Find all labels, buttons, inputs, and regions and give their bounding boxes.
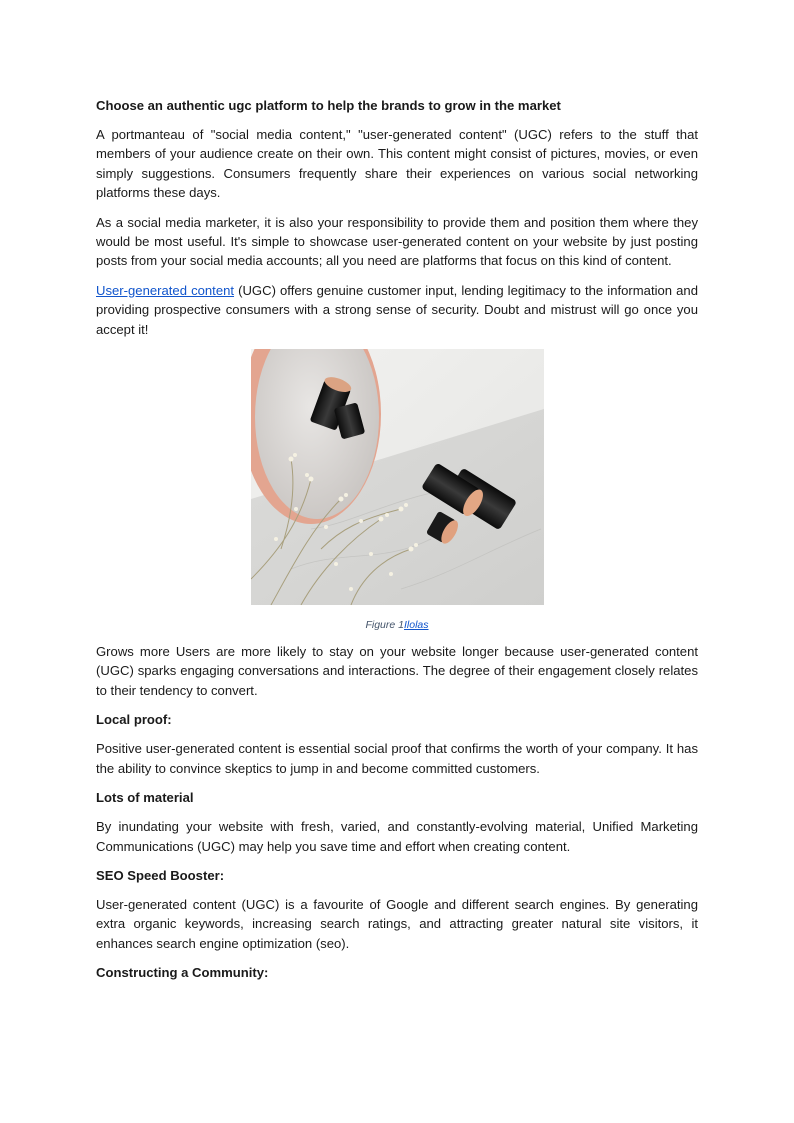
ugc-link[interactable]: User-generated content <box>96 282 235 298</box>
heading-local-proof: Local proof: <box>96 712 172 728</box>
document-title: Choose an authentic ugc platform to help the brands to grow in the market <box>96 98 561 113</box>
heading-lots-of-material: Lots of material <box>96 790 194 806</box>
heading-seo-speed-booster: SEO Speed Booster: <box>96 867 225 883</box>
document-page <box>96 96 698 992</box>
figure-caption-link[interactable]: Ilolas <box>404 619 429 632</box>
figure-caption <box>365 618 428 632</box>
paragraph-engagement: Grows more Users are more likely to stay on your website longer because user-generated content (UGC) sparks engaging conversations and interactions. The degree of their engagement closely relates to their tendency to convert. <box>96 644 698 698</box>
paragraph-ugc-definition: A portmanteau of "social media content," "user-generated content" (UGC) refers to the stuff that members of your audience create on their own. This content might consist of pictures, movies, or even simply suggestions. Consumers frequently share their experiences on various social networking platforms these days. <box>96 127 698 201</box>
heading-constructing-community: Constructing a Community: <box>96 965 269 981</box>
figure-caption-label: Figure 1 <box>365 619 404 632</box>
paragraph-social-proof: Positive user-generated content is essential social proof that confirms the worth of your company. It has the ability to convince skeptics to jump in and become committed customers. <box>96 741 698 776</box>
paragraph-ugc-benefits <box>96 281 698 339</box>
paragraph-ugc-benefits-text: (UGC) offers genuine customer input, lending legitimacy to the information and providing prospective consumers with a strong sense of security. Doubt and mistrust will go once you accept it! <box>96 282 698 337</box>
product-photo <box>251 349 544 605</box>
paragraph-material: By inundating your website with fresh, varied, and constantly-evolving material, Unified Marketing Communications (UGC) may help you save time and effort when creating content. <box>96 819 698 854</box>
figure <box>96 349 698 632</box>
paragraph-seo: User-generated content (UGC) is a favourite of Google and different search engines. By generating extra organic keywords, increasing search ratings, and attracting greater natural site visitors, it enhances search engine optimization (seo). <box>96 896 698 951</box>
paragraph-marketer-responsibility: As a social media marketer, it is also your responsibility to provide them and position them where they would be most useful. It's simple to showcase user-generated content on your website by just posting posts from your social media accounts; all you need are platforms that focus on this kind of content. <box>96 214 698 269</box>
